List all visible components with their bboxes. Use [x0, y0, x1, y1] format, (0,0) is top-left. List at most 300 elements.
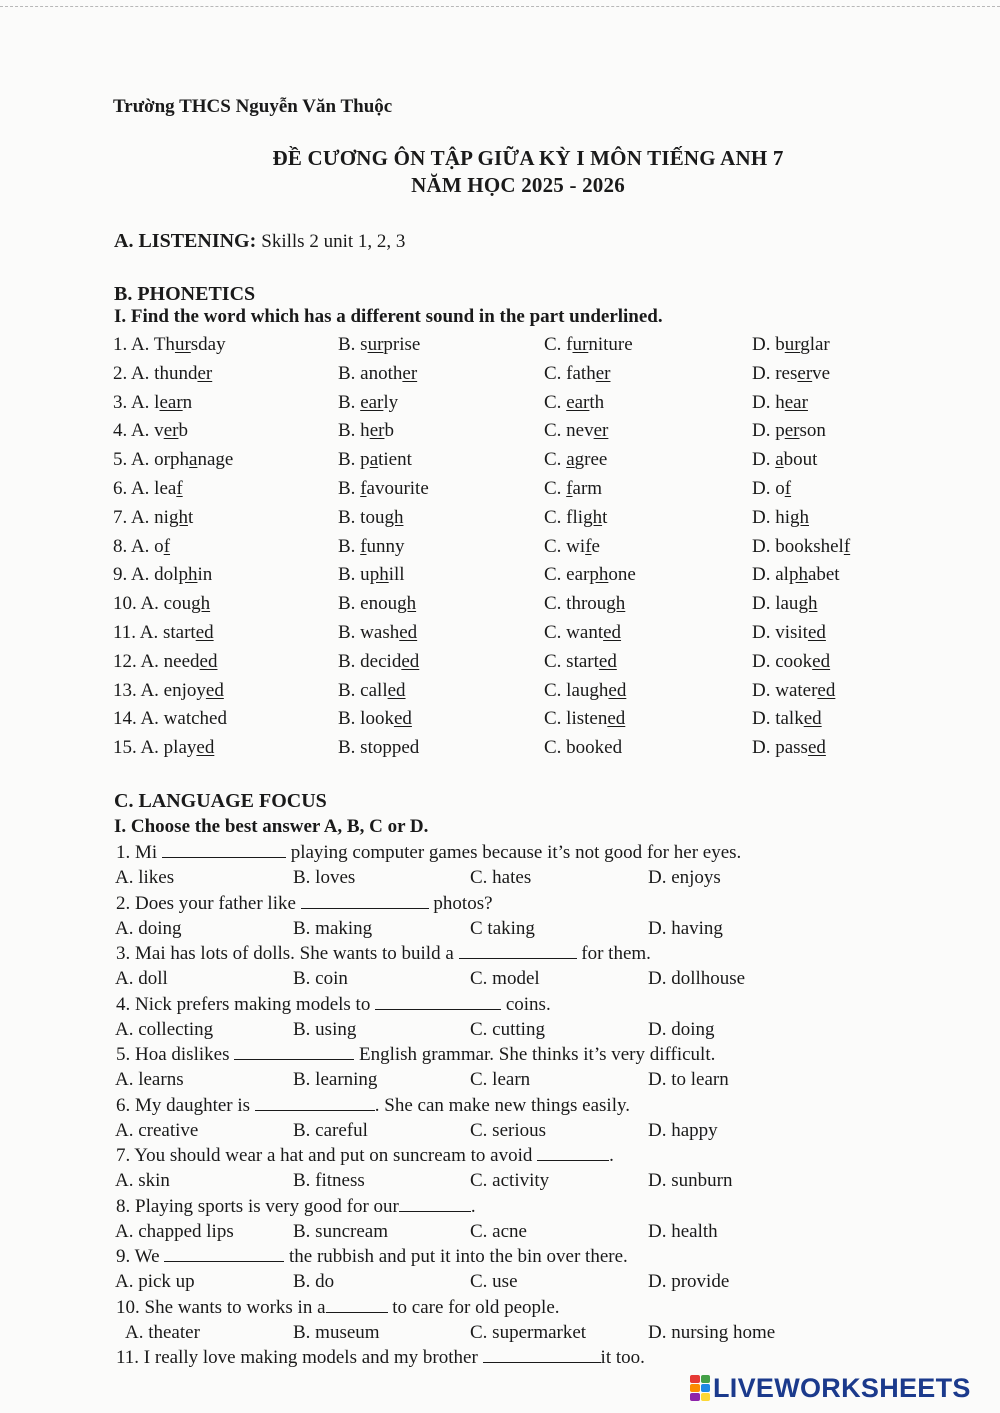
underlined-sound: ed: [387, 679, 406, 701]
phonetics-option-a: [113, 536, 170, 558]
word-part: one: [608, 564, 636, 586]
underlined-sound: er: [784, 420, 800, 442]
question-text: [116, 1145, 614, 1167]
word-part: C. f: [544, 334, 573, 355]
answer-option-b[interactable]: B. loves: [293, 867, 356, 888]
question-stem-end: playing computer games because it’s not good for her eyes.: [285, 842, 742, 863]
word-part: 2. A. thund: [113, 362, 198, 384]
answer-option-b[interactable]: B. coin: [293, 968, 348, 989]
question-stem: 1. Mi: [116, 842, 162, 863]
phonetics-option-b: [338, 507, 403, 529]
underlined-sound: er: [402, 362, 418, 384]
phonetics-option-d: [752, 507, 809, 529]
phonetics-option-d: [752, 363, 830, 385]
answer-option-d[interactable]: D. health: [648, 1220, 718, 1242]
word-part: nage: [197, 449, 234, 471]
word-part: 4. A. v: [113, 420, 164, 442]
phonetics-option-c: [544, 334, 633, 356]
answer-blank[interactable]: [234, 1045, 354, 1060]
word-part: b: [178, 420, 188, 442]
question-stem-end: . She can make new things easily.: [374, 1094, 630, 1116]
question-text: [116, 1347, 645, 1369]
underlined-sound: a: [189, 449, 198, 471]
word-part: avourite: [366, 478, 429, 499]
phonetics-option-c: [544, 392, 604, 414]
underlined-sound: ph: [178, 564, 198, 586]
word-part: D. h: [752, 391, 785, 413]
word-part: B. tou: [338, 506, 385, 528]
word-part: D. res: [752, 362, 798, 384]
question-stem: 8. Playing sports is very good for our: [116, 1195, 399, 1217]
underlined-sound: a: [369, 449, 379, 471]
phonetics-option-a: [113, 507, 193, 529]
phonetics-option-d: [752, 622, 826, 644]
phonetics-option-c: [544, 420, 608, 442]
word-part: ve: [812, 362, 831, 384]
word-part: D. b: [752, 334, 785, 355]
school-year: NĂM HỌC 2025 - 2026: [411, 173, 625, 197]
underlined-sound: f: [585, 535, 592, 557]
phonetics-option-d: [752, 536, 850, 558]
answer-option-a[interactable]: A. skin: [115, 1170, 170, 1191]
phonetics-option-a: [113, 651, 217, 673]
phonetics-option-c: [544, 478, 602, 500]
answer-option-b[interactable]: B. careful: [293, 1119, 368, 1141]
word-part: sday: [190, 334, 226, 355]
listening-heading: A. LISTENING:: [114, 230, 257, 252]
underlined-sound: f: [360, 535, 367, 557]
answer-option-c[interactable]: C. learn: [470, 1069, 531, 1090]
answer-option-c[interactable]: C. use: [470, 1271, 518, 1292]
word-part: 14. A. watched: [113, 708, 227, 730]
question-stem: 3. Mai has lots of dolls. She wants to build a: [116, 943, 459, 964]
phonetics-option-d: [752, 737, 826, 759]
word-part: 15. A. play: [113, 737, 197, 759]
phonetics-option-c: [544, 651, 617, 673]
word-part: 12. A. need: [113, 650, 200, 672]
phonetics-option-c: [544, 737, 622, 759]
phonetics-option-b: [338, 708, 412, 730]
phonetics-option-d: [752, 564, 840, 586]
answer-option-a[interactable]: A. creative: [115, 1119, 199, 1141]
word-part: C. fath: [544, 362, 596, 384]
underlined-sound: gh: [397, 593, 417, 615]
answer-option-a[interactable]: A. theater: [125, 1321, 200, 1343]
question-stem: 7. You should wear a hat and put on suncream to avoid: [116, 1145, 538, 1166]
phonetics-option-d: [752, 420, 826, 442]
language-focus-instruction: I. Choose the best answer A, B, C or D.: [114, 816, 429, 837]
phonetics-option-d: [752, 593, 817, 615]
question-stem-end: .: [470, 1195, 476, 1217]
phonetics-option-c: [544, 622, 621, 644]
underlined-sound: ed: [812, 650, 831, 672]
word-part: B. u: [338, 564, 370, 586]
underlined-sound: ed: [817, 679, 836, 701]
answer-blank[interactable]: [375, 995, 501, 1010]
question-stem-end: the rubbish and put it into the bin over there.: [284, 1246, 628, 1267]
phonetics-option-b: [338, 593, 416, 615]
phonetics-option-a: [113, 334, 226, 356]
word-part: D. p: [752, 420, 785, 442]
underlined-sound: ed: [401, 650, 420, 672]
word-part: tient: [378, 449, 412, 471]
underlined-sound: ed: [399, 622, 418, 643]
question-text: [116, 994, 551, 1016]
listening-section: [114, 230, 405, 253]
phonetics-option-d: [752, 334, 830, 356]
word-part: B. enou: [338, 593, 398, 615]
word-part: abet: [807, 564, 840, 586]
word-part: C. want: [544, 622, 604, 643]
underlined-sound: ed: [205, 679, 224, 701]
underlined-sound: ed: [803, 708, 822, 730]
phonetics-option-b: [338, 449, 412, 471]
word-part: b: [384, 420, 394, 442]
word-part: 6. A. lea: [113, 478, 177, 499]
language-focus-heading: C. LANGUAGE FOCUS: [114, 790, 327, 812]
underlined-sound: f: [163, 535, 171, 557]
phonetics-option-d: [752, 478, 791, 500]
question-stem: 5. Hoa dislikes: [116, 1044, 235, 1065]
word-part: 10. A. cou: [113, 593, 192, 615]
underlined-sound: ph: [369, 564, 389, 586]
word-part: D. hi: [752, 506, 790, 528]
word-part: son: [799, 420, 826, 442]
phonetics-option-a: [113, 708, 227, 730]
underlined-sound: ph: [788, 564, 808, 586]
underlined-sound: ur: [572, 334, 589, 355]
underlined-sound: er: [797, 362, 813, 384]
underlined-sound: ed: [807, 737, 826, 759]
word-part: niture: [588, 334, 633, 355]
question-text: [116, 1246, 628, 1268]
word-part: D. pass: [752, 737, 808, 759]
phonetics-option-a: [113, 363, 212, 385]
word-part: 13. A. enjoy: [113, 679, 206, 701]
underlined-sound: gh: [384, 506, 404, 528]
underlined-sound: ear: [784, 391, 808, 413]
word-part: D. bookshel: [752, 535, 844, 557]
word-part: B. stopped: [338, 737, 420, 759]
underlined-sound: er: [197, 362, 213, 384]
question-text: [116, 943, 651, 965]
word-part: B. anoth: [338, 362, 403, 384]
question-text: [116, 1196, 476, 1218]
school-name: Trường THCS Nguyễn Văn Thuộc: [113, 96, 393, 117]
underlined-sound: er: [595, 362, 611, 384]
word-part: 7. A. ni: [113, 506, 169, 528]
answer-option-b[interactable]: B. making: [293, 917, 373, 939]
phonetics-option-a: [113, 392, 192, 414]
answer-blank[interactable]: [399, 1197, 471, 1212]
underlined-sound: ear: [159, 391, 183, 413]
answer-option-c[interactable]: C taking: [470, 917, 535, 939]
word-part: C. listen: [544, 708, 608, 730]
word-part: n: [182, 391, 193, 413]
underlined-sound: f: [843, 535, 851, 557]
phonetics-instruction: I. Find the word which has a different sound in the part underlined.: [114, 306, 663, 327]
question-text: [116, 1297, 560, 1319]
liveworksheets-icon: [690, 1375, 710, 1401]
word-part: B. s: [338, 334, 368, 355]
logo-text: LIVEWORKSHEETS: [713, 1372, 971, 1403]
phonetics-option-b: [338, 680, 406, 702]
question-stem: 4. Nick prefers making models to: [116, 993, 376, 1015]
phonetics-option-a: [113, 622, 214, 644]
question-text: [116, 893, 493, 915]
question-text: [116, 1095, 630, 1117]
question-text: [116, 842, 741, 864]
answer-blank[interactable]: [537, 1146, 609, 1161]
answer-option-a[interactable]: A. pick up: [115, 1271, 195, 1292]
phonetics-option-b: [338, 622, 417, 644]
word-part: C. start: [544, 650, 599, 672]
word-part: unny: [366, 535, 405, 557]
answer-option-b[interactable]: B. learning: [293, 1069, 378, 1090]
answer-blank[interactable]: [164, 1247, 284, 1262]
answer-option-a[interactable]: A. learns: [115, 1069, 184, 1090]
word-part: ly: [383, 391, 399, 413]
underlined-sound: a: [566, 449, 575, 471]
phonetics-option-a: [113, 593, 210, 615]
word-part: t: [602, 506, 608, 528]
answer-option-c[interactable]: C. supermarket: [470, 1321, 587, 1343]
answer-option-d[interactable]: D. doing: [648, 1018, 715, 1040]
question-stem-end: for them.: [576, 943, 651, 964]
liveworksheets-logo: [690, 1372, 971, 1404]
word-part: B. p: [338, 449, 370, 471]
phonetics-option-b: [338, 420, 394, 442]
word-part: arm: [572, 478, 603, 499]
answer-option-c[interactable]: C. serious: [470, 1119, 546, 1141]
word-part: C. nev: [544, 420, 594, 442]
question-stem-end: English grammar. She thinks it’s very difficult.: [354, 1044, 716, 1065]
word-part: bout: [783, 449, 818, 471]
underlined-sound: er: [369, 420, 385, 442]
scan-edge: [0, 6, 1000, 10]
page-title: ĐỀ CƯƠNG ÔN TẬP GIỮA KỲ I MÔN TIẾNG ANH 7: [272, 146, 784, 170]
answer-option-d[interactable]: D. to learn: [648, 1069, 729, 1090]
listening-text: Skills 2 unit 1, 2, 3: [261, 231, 406, 252]
word-part: glar: [800, 334, 830, 355]
phonetics-option-b: [338, 536, 405, 558]
phonetics-option-c: [544, 449, 607, 471]
word-part: C. booked: [544, 737, 623, 759]
phonetics-option-b: [338, 478, 429, 500]
underlined-sound: ur: [174, 334, 191, 355]
word-part: t: [187, 506, 194, 528]
phonetics-option-d: [752, 651, 830, 673]
word-part: C.: [544, 391, 567, 413]
word-part: B. h: [338, 420, 370, 442]
phonetics-option-d: [752, 449, 817, 471]
answer-option-b[interactable]: B. do: [293, 1271, 335, 1292]
underlined-sound: ed: [603, 622, 622, 643]
phonetics-option-a: [113, 420, 188, 442]
underlined-sound: gh: [790, 506, 809, 528]
phonetics-option-d: [752, 392, 808, 414]
question-stem-end: to care for old people.: [387, 1296, 560, 1318]
word-part: D. cook: [752, 650, 813, 672]
question-stem: 2. Does your father like: [116, 892, 301, 914]
underlined-sound: ed: [195, 622, 214, 643]
phonetics-option-a: [113, 449, 233, 471]
underlined-sound: ed: [393, 708, 412, 730]
answer-option-b[interactable]: B. museum: [293, 1321, 380, 1343]
underlined-sound: ear: [566, 391, 590, 413]
answer-option-a[interactable]: A. doll: [115, 968, 168, 989]
answer-option-a[interactable]: A. likes: [115, 867, 175, 888]
underlined-sound: gh: [583, 506, 603, 528]
answer-option-c[interactable]: C. acne: [470, 1220, 527, 1242]
word-part: B. look: [338, 708, 394, 730]
answer-blank[interactable]: [162, 843, 286, 858]
underlined-sound: ed: [199, 650, 218, 672]
word-part: B. wash: [338, 622, 400, 643]
answer-option-b[interactable]: B. suncream: [293, 1220, 388, 1242]
answer-option-b[interactable]: B. using: [293, 1018, 357, 1040]
word-part: 8. A. o: [113, 535, 164, 557]
phonetics-option-c: [544, 564, 636, 586]
answer-option-a[interactable]: A. chapped lips: [115, 1220, 234, 1242]
answer-blank[interactable]: [255, 1096, 375, 1111]
answer-option-c[interactable]: C. activity: [470, 1170, 550, 1191]
question-stem: 11. I really love making models and my brother: [116, 1347, 483, 1368]
underlined-sound: er: [163, 420, 179, 442]
word-part: 11. A. start: [113, 622, 196, 643]
word-part: D. al: [752, 564, 789, 586]
word-part: B.: [338, 478, 361, 499]
phonetics-option-b: [338, 363, 417, 385]
word-part: 9. A. dol: [113, 564, 179, 586]
word-part: B.: [338, 535, 361, 557]
question-stem: 6. My daughter is: [116, 1094, 255, 1116]
word-part: B.: [338, 391, 361, 413]
word-part: 3. A. l: [113, 391, 160, 413]
word-part: e: [591, 535, 600, 557]
phonetics-option-a: [113, 680, 224, 702]
answer-option-d[interactable]: D. enjoys: [648, 867, 721, 888]
phonetics-option-b: [338, 564, 405, 586]
word-part: C. throu: [544, 593, 607, 615]
underlined-sound: f: [566, 478, 573, 499]
word-part: D. water: [752, 679, 818, 701]
word-part: gree: [574, 449, 608, 471]
underlined-sound: gh: [191, 593, 211, 615]
phonetics-option-c: [544, 536, 600, 558]
phonetics-option-c: [544, 593, 625, 615]
answer-option-d[interactable]: D. provide: [648, 1271, 730, 1292]
underlined-sound: ear: [360, 391, 384, 413]
underlined-sound: ph: [589, 564, 609, 586]
phonetics-option-b: [338, 392, 398, 414]
phonetics-option-c: [544, 507, 607, 529]
underlined-sound: f: [360, 478, 367, 499]
word-part: ill: [388, 564, 405, 586]
answer-option-d[interactable]: D. having: [648, 917, 723, 939]
underlined-sound: ur: [784, 334, 801, 355]
answer-option-d[interactable]: D. sunburn: [648, 1170, 733, 1191]
word-part: D. visit: [752, 622, 808, 643]
underlined-sound: ed: [807, 622, 826, 643]
answer-option-d[interactable]: D. happy: [648, 1119, 718, 1141]
underlined-sound: f: [176, 478, 183, 499]
phonetics-option-b: [338, 334, 420, 356]
answer-blank[interactable]: [483, 1348, 601, 1363]
word-part: B. decid: [338, 650, 402, 672]
word-part: D. lau: [752, 593, 799, 615]
word-part: B. call: [338, 679, 388, 701]
answer-option-d[interactable]: D. nursing home: [648, 1321, 776, 1343]
phonetics-option-d: [752, 708, 822, 730]
word-part: C. ear: [544, 564, 590, 586]
answer-blank[interactable]: [301, 894, 429, 909]
phonetics-option-c: [544, 363, 610, 385]
answer-option-c[interactable]: C. hates: [470, 867, 532, 888]
underlined-sound: gh: [798, 593, 818, 615]
word-part: D. o: [752, 478, 785, 499]
underlined-sound: ed: [608, 679, 627, 701]
answer-blank[interactable]: [326, 1298, 388, 1313]
word-part: prise: [383, 334, 421, 355]
underlined-sound: er: [593, 420, 609, 442]
phonetics-option-b: [338, 651, 419, 673]
underlined-sound: gh: [606, 593, 626, 615]
answer-option-a[interactable]: A. doing: [115, 917, 182, 939]
word-part: C. wi: [544, 535, 586, 557]
word-part: C. laugh: [544, 679, 609, 701]
phonetics-option-a: [113, 737, 214, 759]
word-part: C.: [544, 449, 567, 471]
phonetics-option-d: [752, 680, 835, 702]
answer-blank[interactable]: [459, 944, 577, 959]
underlined-sound: a: [775, 449, 784, 471]
answer-option-a[interactable]: A. collecting: [115, 1018, 214, 1040]
question-text: [116, 1044, 715, 1066]
word-part: D.: [752, 449, 776, 471]
phonetics-option-a: [113, 478, 183, 500]
question-stem-end: it too.: [600, 1347, 645, 1368]
underlined-sound: f: [784, 478, 792, 499]
question-stem: 9. We: [116, 1246, 165, 1267]
phonetics-heading: B. PHONETICS: [114, 283, 256, 305]
answer-option-c[interactable]: C. cutting: [470, 1018, 545, 1040]
answer-option-d[interactable]: D. dollhouse: [648, 968, 746, 989]
word-part: th: [589, 391, 605, 413]
answer-option-b[interactable]: B. fitness: [293, 1170, 365, 1191]
question-stem-end: coins.: [501, 993, 551, 1015]
word-part: in: [197, 564, 213, 586]
word-part: 1. A. Th: [113, 334, 175, 355]
underlined-sound: ed: [598, 650, 617, 672]
question-stem: 10. She wants to works in a: [116, 1296, 326, 1318]
word-part: C. fli: [544, 506, 584, 528]
underlined-sound: ed: [196, 737, 215, 759]
answer-option-c[interactable]: C. model: [470, 968, 540, 989]
question-stem-end: .: [609, 1145, 614, 1166]
phonetics-option-c: [544, 680, 626, 702]
word-part: 5. A. orph: [113, 449, 189, 471]
underlined-sound: ed: [607, 708, 626, 730]
word-part: D. talk: [752, 708, 804, 730]
question-stem-end: photos?: [428, 892, 493, 914]
phonetics-option-b: [338, 737, 419, 759]
phonetics-option-c: [544, 708, 625, 730]
underlined-sound: ur: [367, 334, 384, 355]
word-part: C.: [544, 478, 567, 499]
underlined-sound: gh: [168, 506, 188, 528]
phonetics-option-a: [113, 564, 212, 586]
